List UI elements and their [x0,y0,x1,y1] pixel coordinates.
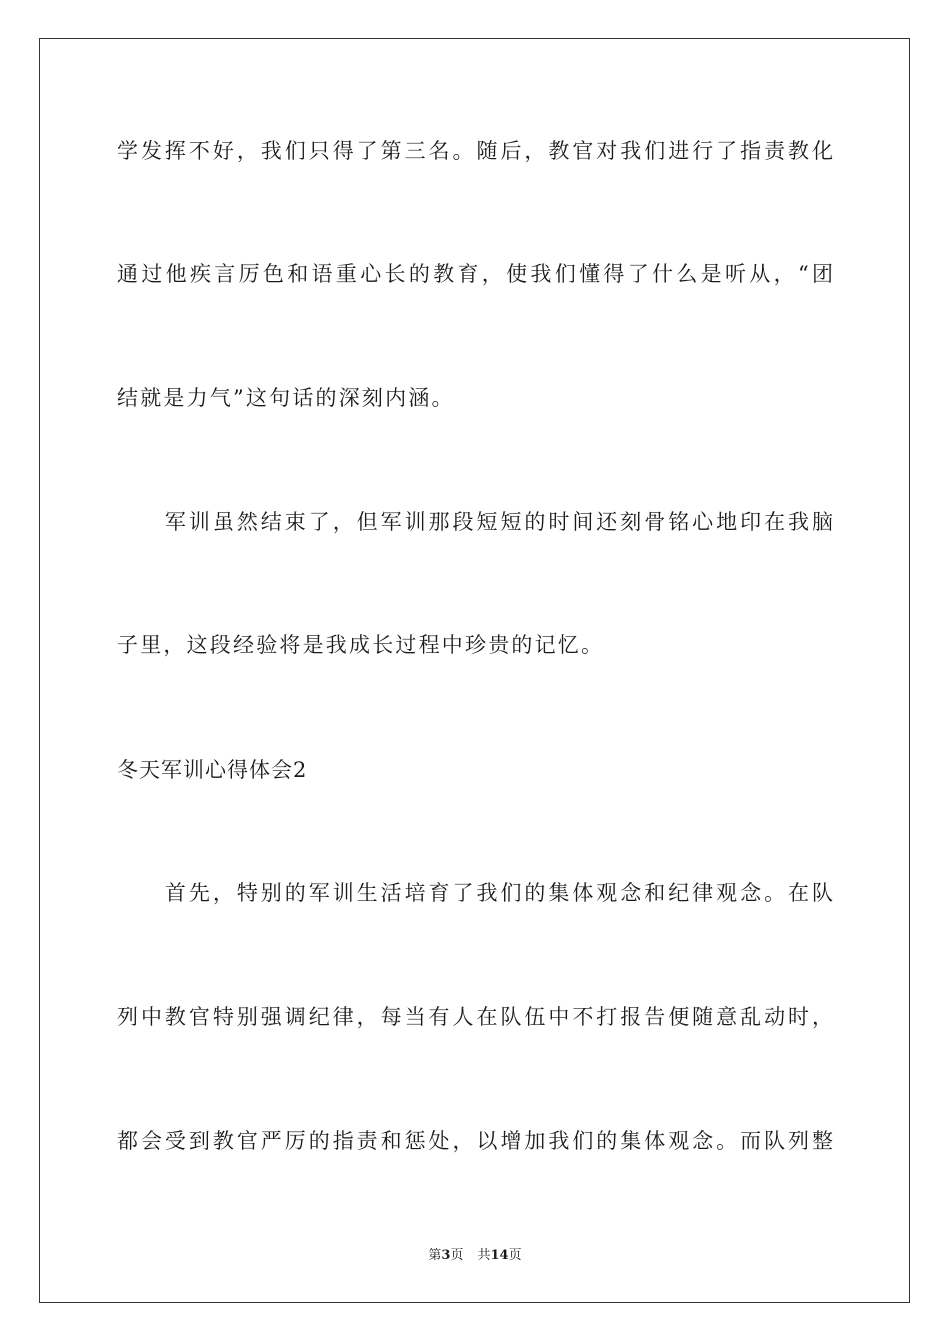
body-line-3: 结就是力气”这句话的深刻内涵。 [117,386,455,410]
body-line-1: 学发挥不好，我们只得了第三名。随后，教官对我们进行了指责教化 [117,139,833,163]
body-line-8: 都会受到教官严厉的指责和惩处，以增加我们的集体观念。而队列整 [117,1129,833,1153]
footer-page-prefix: 第 [428,1248,442,1263]
page-border [39,38,910,1303]
body-line-2: 通过他疾言厉色和语重心长的教育，使我们懂得了什么是听从，“团 [117,262,833,286]
body-line-5: 子里，这段经验将是我成长过程中珍贵的记忆。 [117,633,605,657]
page-footer [0,1247,950,1265]
footer-total-pages: 14 [490,1248,509,1263]
footer-page-suffix: 页 [450,1248,464,1263]
section-heading: 冬天军训心得体会2 [117,758,308,782]
footer-total-prefix: 共 [477,1248,491,1263]
footer-total-suffix: 页 [508,1248,522,1263]
body-line-6: 首先，特别的军训生活培育了我们的集体观念和纪律观念。在队 [117,881,833,905]
body-line-4: 军训虽然结束了，但军训那段短短的时间还刻骨铭心地印在我脑 [117,510,833,534]
body-line-7: 列中教官特别强调纪律，每当有人在队伍中不打报告便随意乱动时， [117,1005,833,1029]
footer-page-number: 3 [441,1248,451,1263]
